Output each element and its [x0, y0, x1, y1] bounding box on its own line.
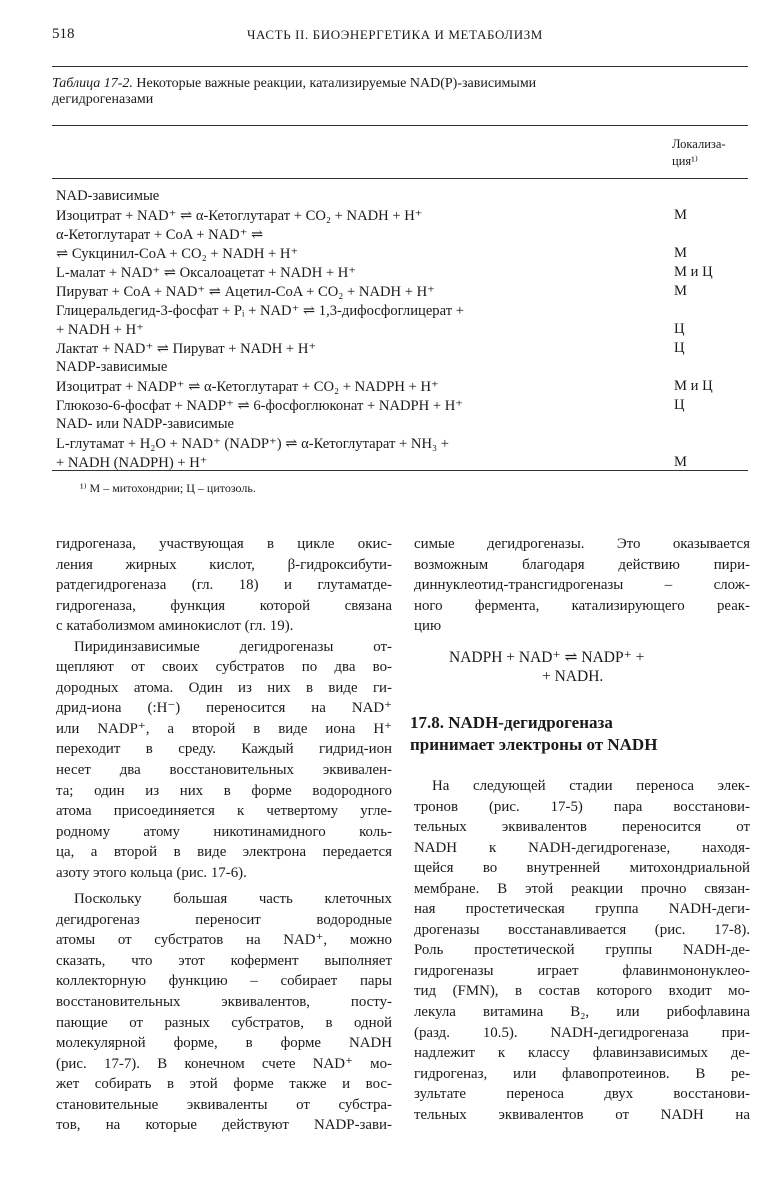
- text-line: гидрогеназа, функция которой связана: [56, 597, 392, 614]
- text-line: азоту этого кольца (рис. 17-6).: [56, 864, 247, 881]
- table-row: [56, 188, 756, 206]
- text-line: Пиридинзависимые дегидрогеназы от-: [74, 638, 392, 655]
- text-line: щейся во внутренней митохондриальной: [414, 860, 750, 877]
- localization-cell: Ц: [674, 340, 685, 356]
- text-line: NADH к NADH-дегидрогеназе, находя-: [414, 839, 750, 856]
- table-footnote: ¹⁾ М – митохондрии; Ц – цитозоль.: [80, 481, 256, 495]
- table-top-rule: [52, 125, 748, 126]
- table-row: [56, 340, 756, 358]
- page-header: [52, 26, 752, 46]
- table-caption: [52, 76, 742, 108]
- text-line: тельных эквивалентов от NADH на: [414, 1106, 750, 1123]
- localization-cell: Ц: [674, 397, 685, 413]
- text-line: коллекторную функцию – собирает пары: [56, 973, 392, 990]
- text-line: та; один из них в форме водородного: [56, 782, 392, 799]
- text-line: гидрогеназа, участвующая в цикле окис-: [56, 536, 392, 552]
- caption-text-2: дегидрогеназами: [52, 92, 154, 107]
- text-line: мембране. В этой реакции прочно связан-: [414, 880, 750, 897]
- text-line: ратдегидрогеназа (гл. 18) и глутаматде-: [56, 577, 392, 594]
- table-row: [56, 435, 756, 453]
- text-line: дегидрогеназ переносит водородные: [56, 911, 392, 928]
- text-line: дородных атома. Один из них в виде ги-: [56, 679, 392, 696]
- text-line: возможным благодаря действию пири-: [414, 556, 750, 573]
- reaction-cell: Глюкозо-6-фосфат + NADP⁺ ⇌ 6-фосфоглюконат + NADPH + H⁺: [56, 398, 463, 414]
- text-line: цию: [414, 618, 442, 635]
- localization-header: Локализа- ция¹⁾: [672, 137, 726, 168]
- text-line: родному атому никотинамидного коль-: [56, 823, 392, 840]
- text-line: тов, на которые действуют NADP-зави-: [56, 1117, 392, 1134]
- reaction-cell: NAD-зависимые: [56, 188, 160, 204]
- text-line: тельных эквивалентов переносится от: [414, 819, 750, 836]
- reaction-cell: + NADH (NADPH) + H⁺: [56, 455, 208, 471]
- text-line: ца, а второй в виде электрона передается: [56, 844, 392, 861]
- localization-cell: М: [674, 245, 687, 261]
- localization-cell: Ц: [674, 321, 685, 337]
- reaction-cell: Глицеральдегид-3-фосфат + Pᵢ + NAD⁺ ⇌ 1,3-дифосфоглицерат +: [56, 303, 464, 319]
- right-column-body: [414, 776, 750, 1125]
- text-line: сказать, что этот кофермент выполняет: [56, 952, 392, 969]
- text-line: дрид-иона (:H⁻) переносится на NAD⁺: [56, 700, 392, 717]
- text-line: ного фермента, катализирующего реак-: [414, 597, 750, 614]
- text-line: или NADP⁺, а второй в виде иона H⁺: [56, 720, 392, 737]
- text-line: тид (FMN), в состав которого входит мо-: [414, 983, 750, 1000]
- text-line: Роль простетической группы NADH-де-: [414, 942, 750, 959]
- localization-cell: М и Ц: [674, 378, 713, 394]
- text-line: (разд. 10.5). NADH-дегидрогеназа при-: [414, 1024, 750, 1041]
- text-line: с катаболизмом аминокислот (гл. 19).: [56, 618, 294, 635]
- caption-text-1: Некоторые важные реакции, катализируемые NAD(P)-зависимыми: [132, 76, 537, 91]
- reaction-cell: + NADH + H⁺: [56, 322, 144, 338]
- reaction-cell: NAD- или NADP-зависимые: [56, 416, 235, 432]
- text-line: симые дегидрогеназы. Это оказывается: [414, 536, 750, 552]
- reaction-cell: L-малат + NAD⁺ ⇌ Оксалоацетат + NADH + H⁺: [56, 265, 357, 281]
- text-line: лекула витамина B₂, или рибофлавина: [414, 1004, 750, 1021]
- text-line: гидрогеназ, или флавопротеинов. В ре-: [414, 1065, 750, 1082]
- text-line: становительные эквиваленты от субстра-: [56, 1096, 392, 1113]
- equation-line-2: + NADH.: [542, 668, 604, 685]
- section-title: 17.8. NADH-дегидрогеназа принимает электроны от NADH: [410, 713, 658, 754]
- table-row: [56, 245, 756, 263]
- text-line: зультате переноса двух восстанови-: [414, 1086, 750, 1103]
- table-row: [56, 416, 756, 434]
- caption-label: Таблица 17-2.: [52, 76, 133, 91]
- reaction-cell: α-Кетоглутарат + CoA + NAD⁺ ⇌: [56, 227, 264, 243]
- table-row: [56, 226, 756, 244]
- table-row: [56, 321, 756, 339]
- right-column-top: [414, 534, 750, 637]
- reaction-cell: Изоцитрат + NADP⁺ ⇌ α-Кетоглутарат + CO₂ + NADPH + H⁺: [56, 379, 439, 395]
- table-row: [56, 264, 756, 282]
- reaction-cell: Лактат + NAD⁺ ⇌ Пируват + NADH + H⁺: [56, 341, 317, 357]
- text-line: ления жирных кислот, β-гидроксибути-: [56, 556, 392, 573]
- running-title: ЧАСТЬ II. БИОЭНЕРГЕТИКА И МЕТАБОЛИЗМ: [247, 27, 543, 42]
- text-line: гидрогеназы играет флавинмононуклео-: [414, 962, 750, 979]
- left-column: [56, 534, 392, 1136]
- reaction-cell: ⇌ Сукцинил-CoA + CO₂ + NADH + H⁺: [56, 246, 299, 262]
- text-line: (рис. 17-7). В конечном счете NAD⁺ мо-: [56, 1055, 392, 1072]
- text-line: несет два восстановительных эквивален-: [56, 762, 392, 779]
- reaction-cell: L-глутамат + H₂O + NAD⁺ (NADP⁺) ⇌ α-Кетоглутарат + NH₃ +: [56, 436, 449, 452]
- table-header-rule: [52, 178, 748, 179]
- reaction-cell: NADP-зависимые: [56, 359, 168, 375]
- text-line: ная простетическая группа NADH-деги-: [414, 901, 750, 918]
- text-line: жет собирать в этой форме также и вос-: [56, 1076, 392, 1093]
- localization-cell: М и Ц: [674, 264, 713, 280]
- text-line: Поскольку большая часть клеточных: [74, 891, 392, 908]
- reaction-cell: Пируват + CoA + NAD⁺ ⇌ Ацетил-CoA + CO₂ + NADH + H⁺: [56, 284, 435, 300]
- localization-cell: М: [674, 454, 687, 470]
- table-row: [56, 283, 756, 301]
- text-line: переходит в среду. Каждый гидрид-ион: [56, 741, 392, 758]
- text-line: тронов (рис. 17-5) пара восстанови-: [414, 798, 750, 815]
- text-line: восстановительных эквивалентов, посту-: [56, 994, 392, 1011]
- table-row: [56, 302, 756, 320]
- localization-cell: М: [674, 283, 687, 299]
- table-row: [56, 397, 756, 415]
- text-line: пающие от разных субстратов, в одной: [56, 1014, 392, 1031]
- text-line: атома присоединяется к четвертому угле-: [56, 803, 392, 820]
- text-line: щепляют от своих субстратов по два во-: [56, 659, 392, 676]
- header-rule: [52, 66, 748, 67]
- text-line: молекулярной форме, в форме NADH: [56, 1035, 392, 1052]
- reaction-cell: Изоцитрат + NAD⁺ ⇌ α-Кетоглутарат + CO₂ + NADH + H⁺: [56, 208, 423, 224]
- text-line: диннуклеотид-трансгидрогеназы – слож-: [414, 577, 750, 594]
- text-line: атомы от субстратов на NAD⁺, можно: [56, 932, 392, 949]
- text-line: дрогеназы восстанавливается (рис. 17-8).: [414, 921, 750, 938]
- localization-cell: М: [674, 207, 687, 223]
- table-row: [56, 378, 756, 396]
- table-row: [56, 359, 756, 377]
- table-row: [56, 207, 756, 225]
- page-number: 518: [52, 26, 75, 42]
- table-bottom-rule: [52, 470, 748, 471]
- text-line: На следующей стадии переноса элек-: [432, 778, 750, 794]
- text-line: надлежит к классу флавинзависимых де-: [414, 1045, 750, 1062]
- equation-line-1: NADPH + NAD⁺ ⇌ NADP⁺ +: [449, 649, 645, 666]
